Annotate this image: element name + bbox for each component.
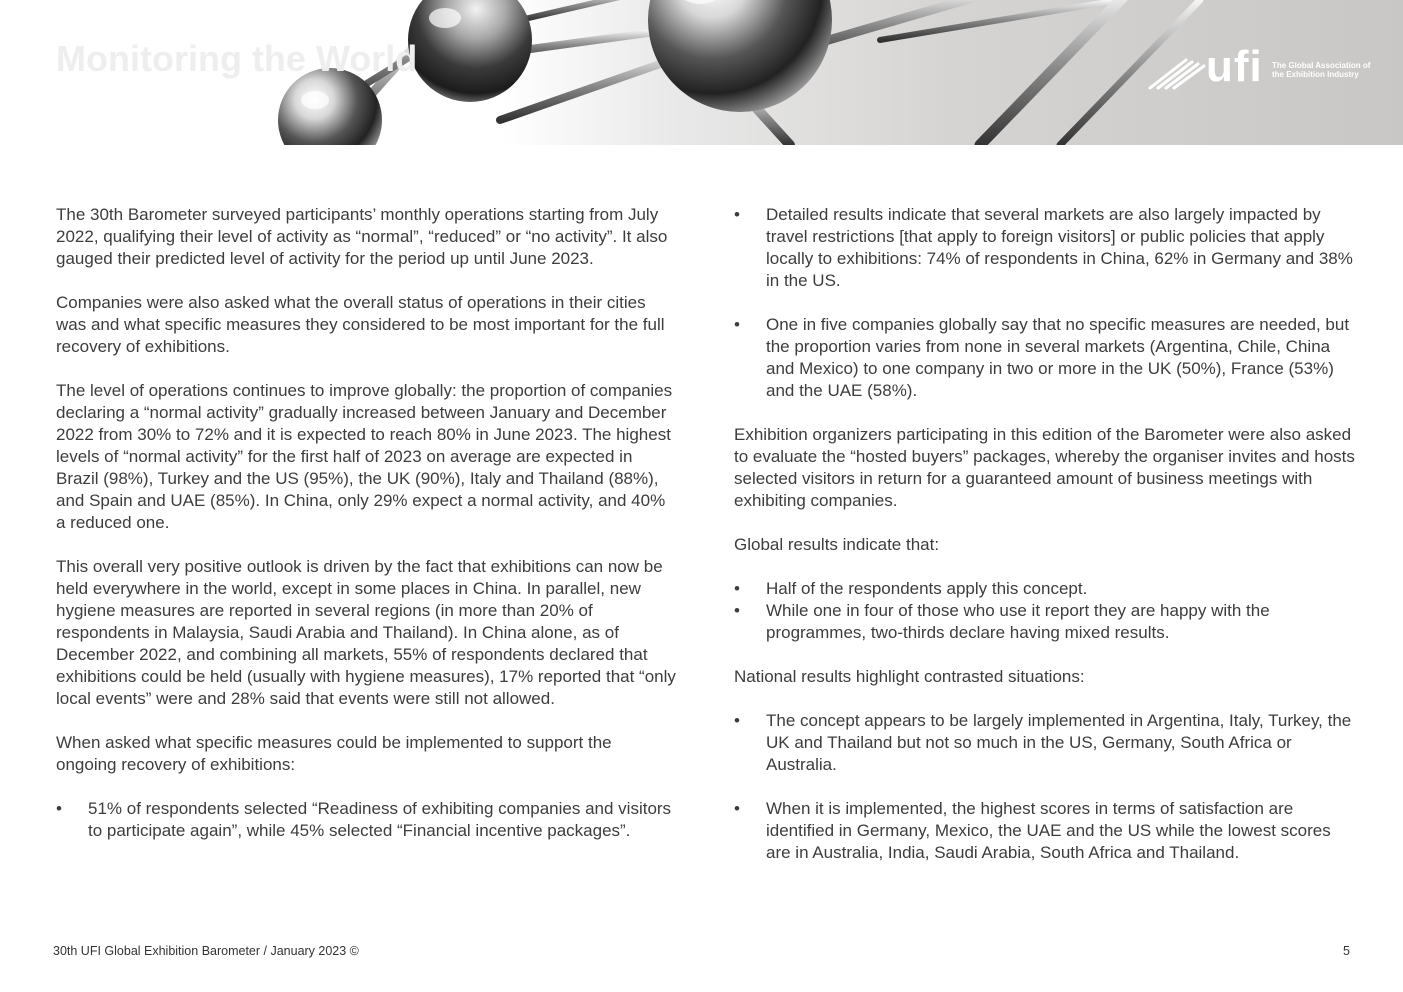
list-item: • 51% of respondents selected “Readiness of exhibiting companies and visitors to participate again”, while 45% selected “Financial incentive packages”.: [56, 798, 676, 842]
paragraph-level-of-operations: The level of operations continues to improve globally: the proportion of companies declaring a “normal activity” gradually increased between January and December 2022 from 30% to 72% and it is expected to reach 80% in June 2023. The highest levels of “normal activity” for the first half of 2023 on average are expected in Brazil (98%), Turkey and the US (95%), the UK (90%), Italy and Thailand (88%), and Spain and UAE (85%). In China, only 29% expect a normal activity, and 40% a reduced one.: [56, 381, 673, 532]
banner-title: Monitoring the World: [56, 38, 418, 79]
ufi-logo: [1148, 42, 1371, 98]
national-results-bullet-list: [734, 710, 1359, 864]
paragraph-companies-asked: Companies were also asked what the overall status of operations in their cities was and what specific measures they considered to be most important for the full recovery of exhibitions.: [56, 293, 665, 356]
measures-bullet-list: [56, 798, 676, 842]
paragraph-national-results: National results highlight contrasted situations:: [734, 667, 1085, 686]
ufi-wordmark: ufi: [1206, 42, 1263, 91]
list-item: • Detailed results indicate that several markets are also largely impacted by travel restrictions [that apply to foreign visitors] or public policies that apply locally to exhibitions: 74% of respondents in China, 62% in Germany and 38% in the US.: [734, 204, 1359, 292]
list-item: • One in five companies globally say that no specific measures are needed, but the proportion varies from none in several markets (Argentina, Chile, China and Mexico) to one company in two or more in the UK (50%), France (53%) and the UAE (58%).: [734, 314, 1359, 402]
paragraph-survey-intro: The 30th Barometer surveyed participants’ monthly operations starting from July 2022, qualifying their level of activity as “normal”, “reduced” or “no activity”. It also gauged their predicted level of activity for the period up until June 2023.: [56, 205, 668, 268]
header-banner: [0, 0, 1403, 145]
ufi-swoosh-icon: [1148, 48, 1208, 94]
left-column: [56, 204, 676, 864]
paragraph-global-results: Global results indicate that:: [734, 535, 940, 554]
list-item: • While one in four of those who use it report they are happy with the programmes, two-thirds declare having mixed results.: [734, 600, 1359, 644]
paragraph-positive-outlook: This overall very positive outlook is driven by the fact that exhibitions can now be held everywhere in the world, except in some places in China. In parallel, new hygiene measures are reported in several regions (in more than 20% of respondents in Malaysia, Saudi Arabia and Thailand). In China alone, as of December 2022, and combining all markets, 55% of respondents declared that exhibitions could be held (usually with hygiene measures), 17% reported that “only local events” were and 28% said that events were still not allowed.: [56, 557, 676, 708]
list-item: • Half of the respondents apply this concept.: [734, 578, 1359, 600]
right-column: [734, 204, 1359, 886]
results-bullet-list: [734, 204, 1359, 402]
ufi-tagline: The Global Association of the Exhibition Industry: [1272, 61, 1371, 79]
footer-publication: 30th UFI Global Exhibition Barometer / January 2023 ©: [53, 944, 359, 958]
paragraph-specific-measures: When asked what specific measures could be implemented to support the ongoing recovery of exhibitions:: [56, 733, 612, 774]
list-item: • When it is implemented, the highest scores in terms of satisfaction are identified in Germany, Mexico, the UAE and the US while the lowest scores are in Australia, India, Saudi Arabia, South Africa and Thailand.: [734, 798, 1359, 864]
list-item: • The concept appears to be largely implemented in Argentina, Italy, Turkey, the UK and Thailand but not so much in the US, Germany, South Africa or Australia.: [734, 710, 1359, 776]
paragraph-hosted-buyers: Exhibition organizers participating in this edition of the Barometer were also asked to evaluate the “hosted buyers” packages, whereby the organiser invites and hosts selected visitors in return for a guaranteed amount of business meetings with exhibiting companies.: [734, 425, 1355, 510]
global-results-bullet-list: [734, 578, 1359, 644]
page-number: 5: [1343, 944, 1350, 958]
